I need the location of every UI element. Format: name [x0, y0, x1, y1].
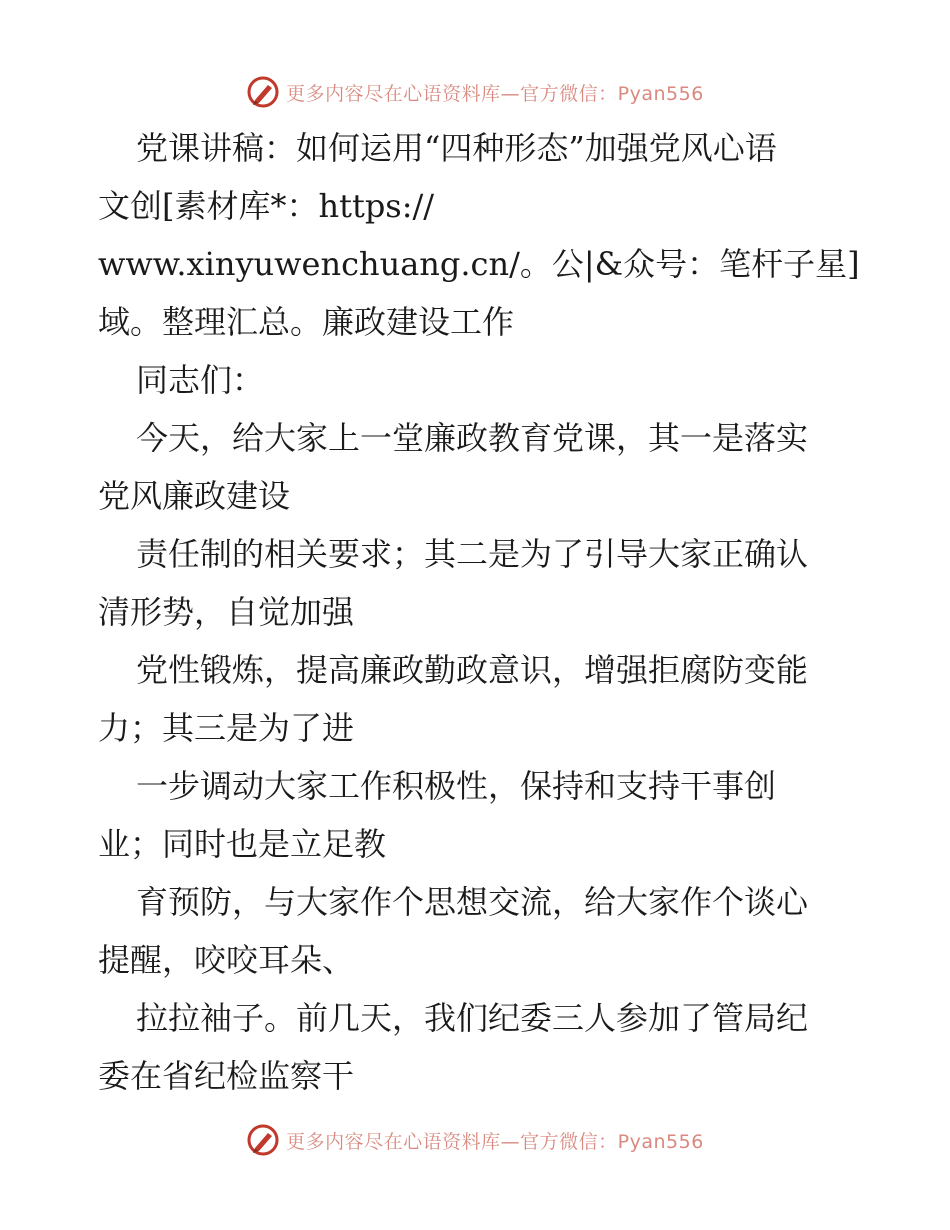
pen-logo-icon — [246, 1123, 280, 1157]
text-line: 党性锻炼，提高廉政勤政意识，增强拒腐防变能 — [136, 651, 809, 689]
text-line: 力；其三是为了进 — [98, 709, 355, 747]
text-line: 育预防，与大家作个思想交流，给大家作个谈心 — [136, 883, 809, 921]
text-line: 提醒，咬咬耳朵、 — [98, 941, 355, 979]
text-line: 业；同时也是立足教 — [98, 825, 387, 863]
text-line: 党课讲稿：如何运用“四种形态”加强党风心语 — [136, 129, 777, 167]
header-watermark-banner — [0, 70, 950, 114]
text-line: 同志们： — [136, 361, 265, 399]
text-line: 党风廉政建设 — [98, 477, 291, 515]
pen-logo-icon — [246, 75, 280, 109]
text-line: 拉拉袖子。前几天，我们纪委三人参加了管局纪 — [136, 999, 809, 1037]
text-line: www.xinyuwenchuang.cn/。公|&众号：笔杆子星] — [98, 245, 860, 283]
text-line: 今天，给大家上一堂廉政教育党课，其一是落实 — [136, 419, 809, 457]
text-line: 域。整理汇总。廉政建设工作 — [98, 303, 515, 341]
text-line: 一步调动大家工作积极性，保持和支持干事创 — [136, 767, 777, 805]
text-line: 委在省纪检监察干 — [98, 1057, 355, 1095]
banner-text: 更多内容尽在心语资料库—官方微信：Pyan556 — [286, 82, 704, 105]
document-body — [98, 119, 878, 1105]
text-line: 文创[素材库*：https:// — [98, 187, 435, 225]
text-line: 清形势，自觉加强 — [98, 593, 355, 631]
banner-text: 更多内容尽在心语资料库—官方微信：Pyan556 — [286, 1130, 704, 1153]
footer-watermark-banner — [0, 1118, 950, 1162]
text-line: 责任制的相关要求；其二是为了引导大家正确认 — [136, 535, 809, 573]
